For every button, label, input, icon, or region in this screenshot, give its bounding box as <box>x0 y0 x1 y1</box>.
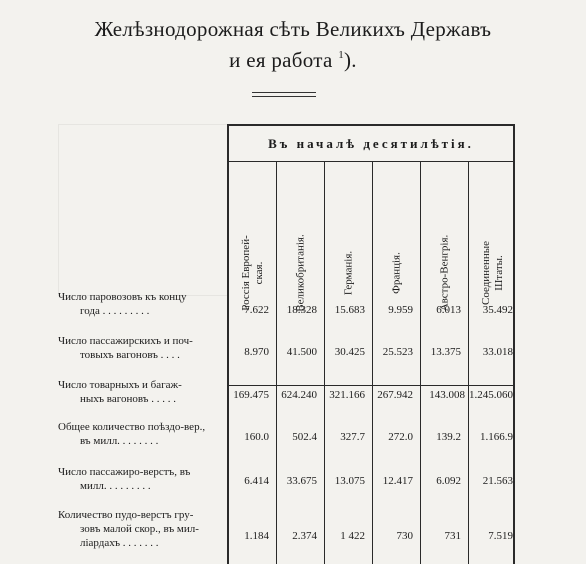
cell-value: 12.417 <box>382 475 413 487</box>
page-title <box>0 16 586 73</box>
cell-value: 18.328 <box>286 304 317 316</box>
footnote-mark: 1 <box>338 49 345 61</box>
cell-value: 267.942 <box>377 389 413 401</box>
cell-value: 502.4 <box>292 431 317 443</box>
cell-value: 1 422 <box>340 530 365 542</box>
row-label-passenger-versts <box>58 465 226 493</box>
row-label-line: ліардахъ . . . . . . . <box>80 537 159 549</box>
cell-value: 7.622 <box>244 304 269 316</box>
cell-value: 321.166 <box>329 389 365 401</box>
cell-value: 41.500 <box>286 346 317 358</box>
row-label-line: года . . . . . . . . . <box>80 305 150 317</box>
row-label-line: въ милл. . . . . . . . <box>80 435 159 447</box>
row-label-line: Количество пудо-верстъ гру- <box>58 509 194 521</box>
cell-value: 9.959 <box>388 304 413 316</box>
cell-value: 327.7 <box>340 431 365 443</box>
row-label-locomotives <box>58 290 226 318</box>
row-label-train-versts <box>58 420 226 448</box>
column-header-label: Россія Европей- ская. <box>240 235 265 311</box>
cell-value: 33.675 <box>286 475 317 487</box>
column-header-label: Австро-Венгрія. <box>438 234 451 312</box>
cell-value: 15.683 <box>334 304 365 316</box>
bleed-through-area <box>58 124 228 296</box>
row-label-line: зовъ малой скор., въ мил- <box>80 523 199 535</box>
row-label-line: Число товарныхъ и багаж- <box>58 379 182 391</box>
title-line-2-text: и ея работа <box>229 48 333 72</box>
cell-value: 6.414 <box>244 475 269 487</box>
cell-value: 21.563 <box>482 475 513 487</box>
header-bottom-rule <box>229 385 513 386</box>
cell-value: 7.519 <box>488 530 513 542</box>
row-label-line: Общее количество поѣздо-вер., <box>58 421 206 433</box>
row-label-freight-cars <box>58 378 226 406</box>
cell-value: 25.523 <box>382 346 413 358</box>
cell-value: 1.245.060 <box>469 389 513 401</box>
cell-value: 13.375 <box>430 346 461 358</box>
cell-value: 730 <box>396 530 413 542</box>
row-label-line: Число паровозовъ къ концу <box>58 291 187 303</box>
group-header: Въ началѣ десятилѣтія. <box>229 126 513 162</box>
row-label-freight-pood-versts <box>58 508 226 550</box>
cell-value: 624.240 <box>281 389 317 401</box>
column-header-label: Великобританія. <box>294 234 307 312</box>
title-line-1: Желѣзнодорожная сѣть Великихъ Державъ <box>94 17 492 41</box>
title-divider <box>252 92 316 97</box>
cell-value: 169.475 <box>233 389 269 401</box>
cell-value: 30.425 <box>334 346 365 358</box>
cell-value: 143.008 <box>429 389 465 401</box>
cell-value: 6.013 <box>436 304 461 316</box>
cell-value: 13.075 <box>334 475 365 487</box>
row-label-line: Число пассажирскихъ и поч- <box>58 335 193 347</box>
title-line-2 <box>0 42 586 73</box>
row-label-passenger-cars <box>58 334 226 362</box>
cell-value: 272.0 <box>388 431 413 443</box>
cell-value: 8.970 <box>244 346 269 358</box>
cell-value: 2.374 <box>292 530 317 542</box>
cell-value: 1.166.9 <box>480 431 513 443</box>
cell-value: 160.0 <box>244 431 269 443</box>
row-label-line: милл. . . . . . . . . <box>80 480 151 492</box>
row-label-line: товыхъ вагоновъ . . . . <box>80 349 180 361</box>
cell-value: 139.2 <box>436 431 461 443</box>
title-line-2-end: ). <box>344 48 357 72</box>
column-header-label: Соединенные Штаты. <box>480 240 505 306</box>
row-label-line: ныхъ вагоновъ . . . . . <box>80 393 176 405</box>
cell-value: 6.092 <box>436 475 461 487</box>
statistics-table <box>227 124 515 564</box>
cell-value: 731 <box>444 530 461 542</box>
row-label-line: Число пассажиро-верстъ, въ <box>58 466 191 478</box>
cell-value: 33.018 <box>482 346 513 358</box>
cell-value: 1.184 <box>244 530 269 542</box>
cell-value: 35.492 <box>482 304 513 316</box>
column-header-label: Германія. <box>342 250 355 296</box>
column-header-label: Франція. <box>390 252 403 294</box>
